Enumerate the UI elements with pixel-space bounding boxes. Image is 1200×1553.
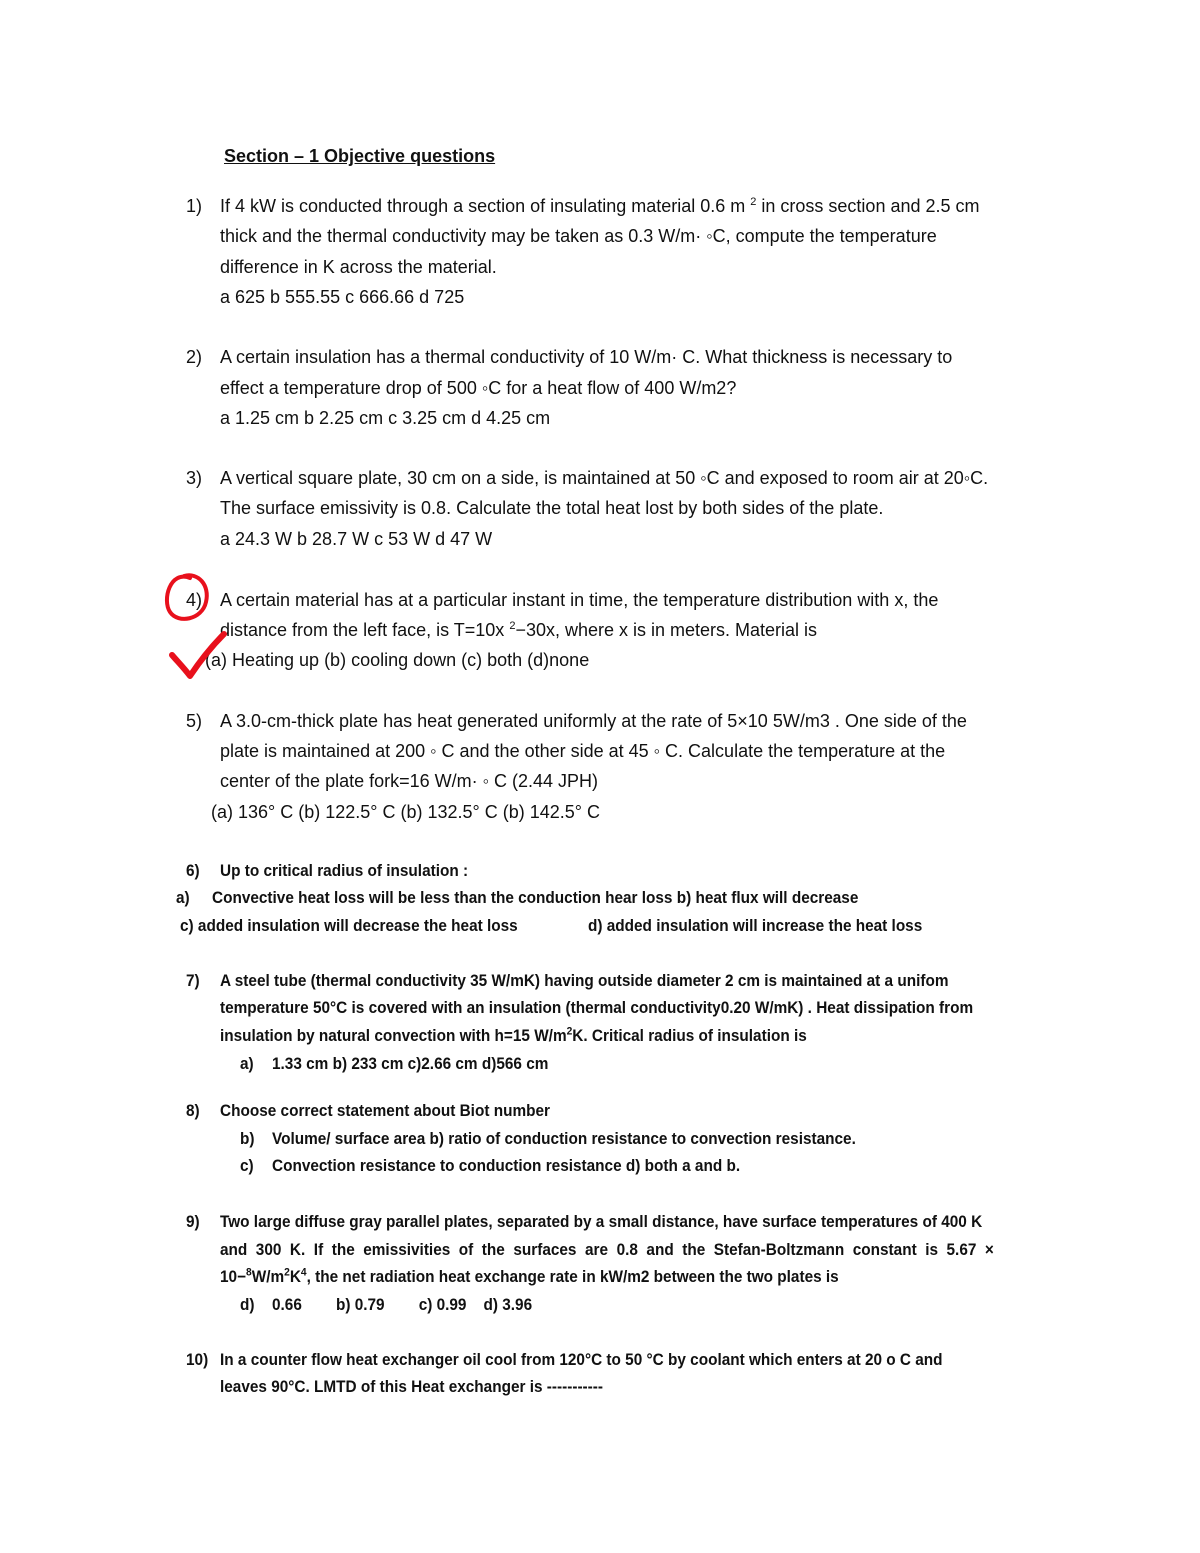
q5-line-1: A 3.0-cm-thick plate has heat generated uniformly at the rate of 5×10 5W/m3 . One side of the (220, 711, 967, 731)
q7-number: 7) (186, 972, 200, 990)
q7-line-1: A steel tube (thermal conductivity 35 W/mK) having outside diameter 2 cm is maintained at a unifom (220, 972, 949, 990)
q1-line-1: If 4 kW is conducted through a section of insulating material 0.6 m $^2$ in cross section and 2.5 cm (220, 196, 980, 216)
q4-options: (a) Heating up (b) cooling down (c) both (d)none (205, 650, 590, 670)
q2-number: 2) (186, 347, 203, 367)
q8-option-2: Convection resistance to conduction resistance d) both a and b. (272, 1157, 741, 1175)
q3-number: 3) (186, 468, 203, 488)
q8-option-1-label: b) (240, 1130, 255, 1148)
q3-line-1: A vertical square plate, 30 cm on a side, is maintained at 50 ◦C and exposed to room air at 20◦C. (220, 468, 989, 488)
q1-options: a 625 b 555.55 c 666.66 d 725 (220, 287, 465, 307)
q6-number: 6) (186, 862, 200, 880)
q6-option-d: d) added insulation will increase the heat loss (588, 917, 923, 935)
q1-line-2: thick and the thermal conductivity may be taken as 0.3 W/m· ◦C, compute the temperature (220, 226, 937, 246)
q6-option-c: c) added insulation will decrease the heat loss (180, 917, 518, 935)
q4-line-1: A certain material has at a particular instant in time, the temperature distribution with x, the (220, 590, 939, 610)
q2-line-1: A certain insulation has a thermal conductivity of 10 W/m· C. What thickness is necessary to (220, 347, 953, 367)
q5-number: 5) (186, 711, 203, 731)
q5-line-3: center of the plate fork=16 W/m· ◦ C (2.44 JPH) (220, 771, 599, 791)
q3-line-2: The surface emissivity is 0.8. Calculate the total heat lost by both sides of the plate. (220, 498, 884, 518)
q2-options: a 1.25 cm b 2.25 cm c 3.25 cm d 4.25 cm (220, 408, 551, 428)
q8-option-1: Volume/ surface area b) ratio of conduction resistance to convection resistance. (272, 1130, 856, 1148)
red-circle-mark (167, 575, 207, 619)
q4-line-2: distance from the left face, is T=10x $^2$−30x, where x is in meters. Material is (220, 620, 818, 640)
q8-line-1: Choose correct statement about Biot number (220, 1102, 550, 1120)
q8-number: 8) (186, 1102, 200, 1120)
q1-number: 1) (186, 196, 203, 216)
q5-line-2: plate is maintained at 200 ◦ C and the other side at 45 ◦ C. Calculate the temperature at the (220, 741, 946, 761)
q7-option-label: a) (240, 1055, 254, 1073)
q6-option-a: Convective heat loss will be less than the conduction hear loss b) heat flux will decrease (212, 889, 859, 907)
q9-option-label: d) (240, 1296, 255, 1314)
q10-line-1: In a counter flow heat exchanger oil cool from 120°C to 50 °C by coolant which enters at 20 o C and (220, 1351, 943, 1369)
q9-options: 0.66 b) 0.79 c) 0.99 d) 3.96 (272, 1296, 533, 1314)
q9-line-2: and 300 K. If the emissivities of the surfaces are 0.8 and the Stefan-Boltzmann constant is 5.67 × (220, 1241, 994, 1259)
q10-number: 10) (186, 1351, 209, 1369)
q10-line-2: leaves 90°C. LMTD of this Heat exchanger is ----------- (220, 1378, 604, 1396)
q7-line-2: temperature 50°C is covered with an insulation (thermal conductivity0.20 W/mK) . Heat dissipation from (220, 999, 974, 1017)
red-check-mark (172, 634, 224, 676)
q9-line-3: $10-^8W/m^2K^4$, the net radiation heat exchange rate in kW/m2 between the two plates is (220, 1266, 839, 1286)
q9-line-1: Two large diffuse gray parallel plates, separated by a small distance, have surface temperatures of 400 K (220, 1213, 983, 1231)
section-title: Section – 1 Objective questions (224, 146, 496, 166)
q1-line-3: difference in K across the material. (220, 257, 497, 277)
q9-number: 9) (186, 1213, 200, 1231)
q7-line-3: insulation by natural convection with h=15 $W/m^2K$. Critical radius of insulation is (220, 1025, 807, 1045)
q4-number: 4) (186, 590, 203, 610)
q6-line-1: Up to critical radius of insulation : (220, 862, 469, 880)
q6-option-a-label: a) (176, 889, 190, 907)
q3-options: a 24.3 W b 28.7 W c 53 W d 47 W (220, 529, 493, 549)
q7-options: 1.33 cm b) 233 cm c)2.66 cm d)566 cm (272, 1055, 549, 1073)
q5-options: (a) 136° C (b) 122.5° C (b) 132.5° C (b) 142.5° C (211, 802, 600, 822)
q8-option-2-label: c) (240, 1157, 254, 1175)
q2-line-2: effect a temperature drop of 500 ◦C for a heat flow of 400 W/m2? (220, 378, 737, 398)
